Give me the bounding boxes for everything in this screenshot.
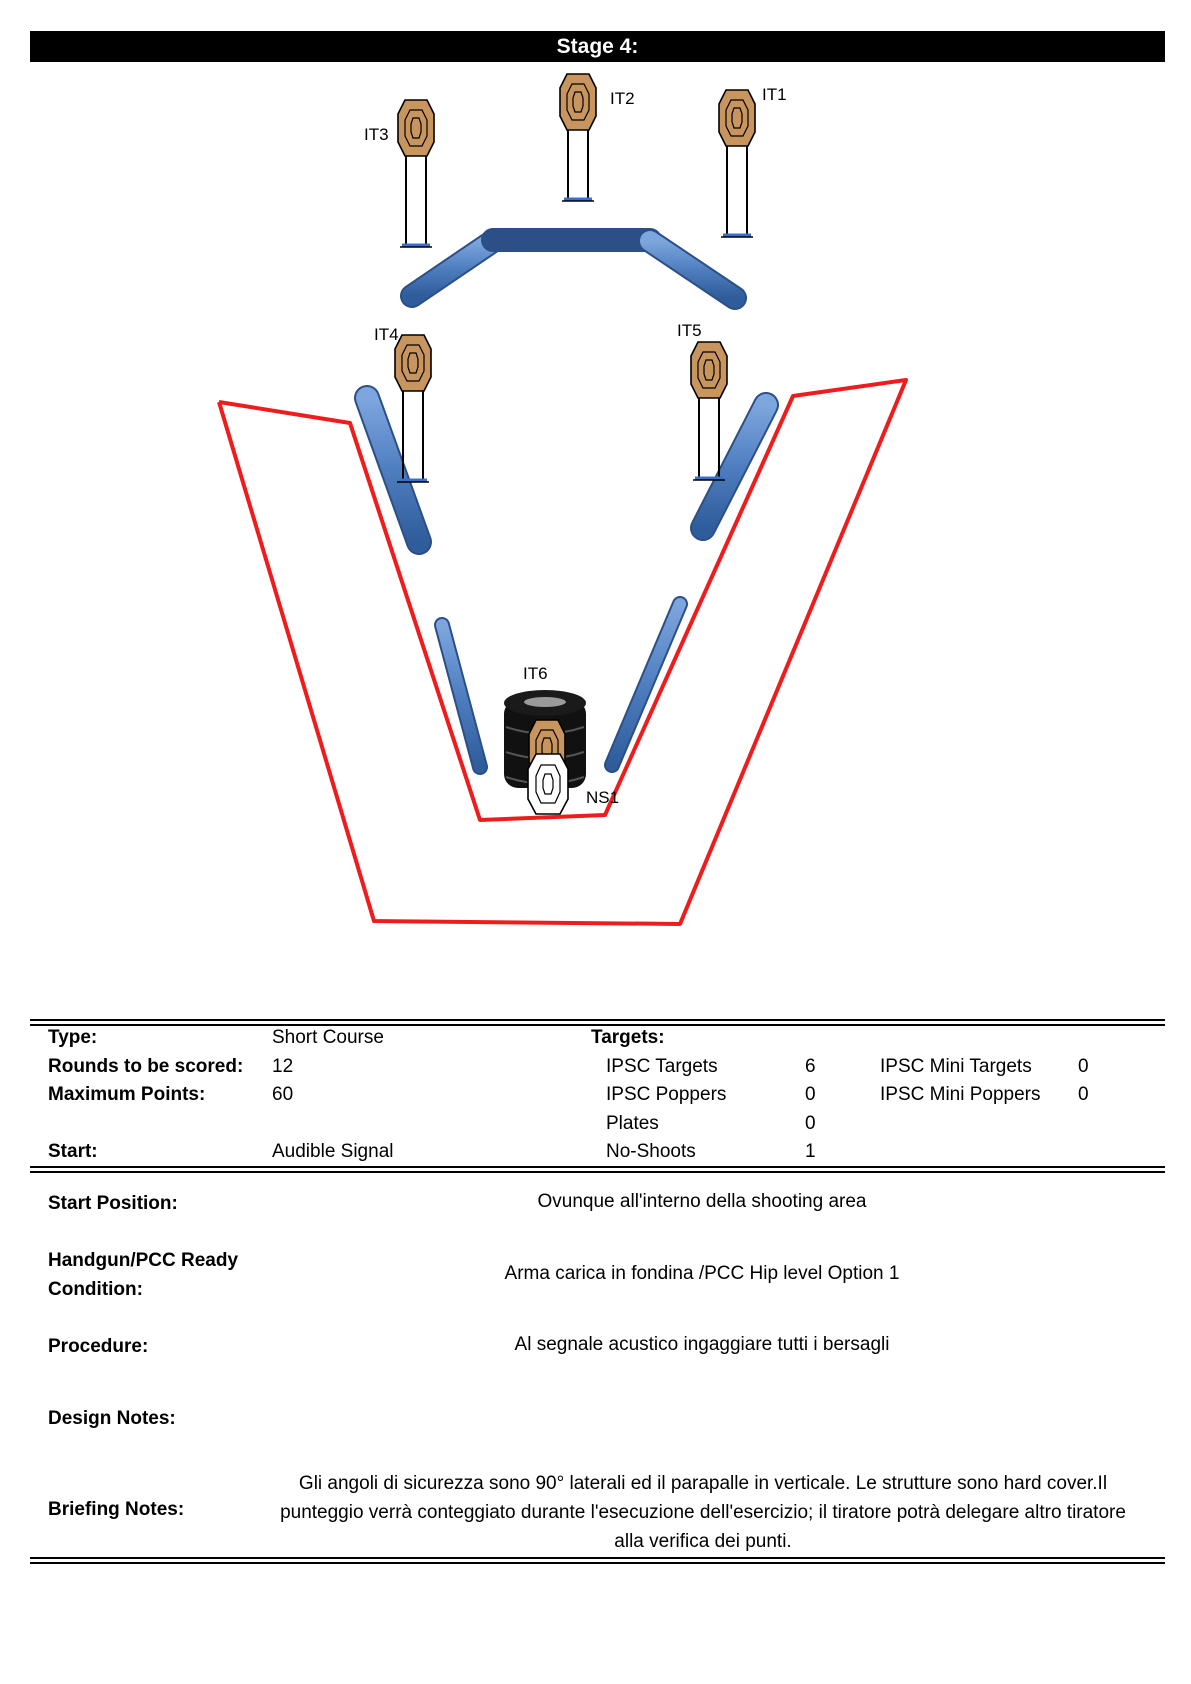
start-label: Start: bbox=[48, 1141, 98, 1162]
target-label-it4: IT4 bbox=[374, 325, 399, 344]
design-notes-label: Design Notes: bbox=[48, 1408, 176, 1429]
no-shoots-value: 1 bbox=[805, 1141, 816, 1162]
start-position-value: Ovunque all'interno della shooting area bbox=[537, 1191, 867, 1212]
rounds-value: 12 bbox=[272, 1056, 294, 1077]
no-shoot-ns1 bbox=[528, 754, 568, 814]
table-mid-rule-2 bbox=[30, 1171, 1165, 1173]
target-it5 bbox=[677, 321, 727, 480]
target-label-it3: IT3 bbox=[364, 125, 389, 144]
type-label: Type: bbox=[48, 1027, 98, 1048]
target-it2 bbox=[560, 74, 635, 201]
ipsc-targets-label: IPSC Targets bbox=[606, 1056, 718, 1077]
target-label-it5: IT5 bbox=[677, 321, 702, 340]
ipsc-targets-value: 6 bbox=[805, 1056, 816, 1077]
ready-condition-label-line2: Condition: bbox=[48, 1279, 143, 1300]
table-top-rule-2 bbox=[30, 1024, 1165, 1026]
plates-label: Plates bbox=[606, 1113, 659, 1134]
walls bbox=[367, 240, 766, 767]
target-it1 bbox=[719, 85, 787, 237]
mini-poppers-label: IPSC Mini Poppers bbox=[880, 1084, 1041, 1105]
briefing-notes-label: Briefing Notes: bbox=[48, 1499, 185, 1520]
target-label-it1: IT1 bbox=[762, 85, 787, 104]
ipsc-poppers-label: IPSC Poppers bbox=[606, 1084, 727, 1105]
stage-title: Stage 4: bbox=[30, 31, 1165, 62]
rounds-label: Rounds to be scored: bbox=[48, 1056, 244, 1077]
mini-poppers-value: 0 bbox=[1078, 1084, 1089, 1105]
max-points-label: Maximum Points: bbox=[48, 1084, 206, 1105]
type-value: Short Course bbox=[272, 1027, 384, 1048]
plates-value: 0 bbox=[805, 1113, 816, 1134]
table-bottom-rule bbox=[30, 1557, 1165, 1559]
table-bottom-rule-2 bbox=[30, 1562, 1165, 1564]
ready-condition-value: Arma carica in fondina /PCC Hip level Option 1 bbox=[504, 1263, 900, 1284]
no-shoots-label: No-Shoots bbox=[606, 1141, 696, 1162]
table-mid-rule bbox=[30, 1166, 1165, 1168]
target-it3 bbox=[364, 100, 434, 247]
targets-label: Targets: bbox=[591, 1027, 665, 1048]
target-label-it6: IT6 bbox=[523, 664, 548, 683]
max-points-value: 60 bbox=[272, 1084, 294, 1105]
table-top-rule bbox=[30, 1019, 1165, 1021]
shooting-area-boundary bbox=[219, 380, 906, 924]
mini-targets-value: 0 bbox=[1078, 1056, 1089, 1077]
target-label-it2: IT2 bbox=[610, 89, 635, 108]
start-position-label: Start Position: bbox=[48, 1193, 178, 1214]
briefing-notes-value: Gli angoli di sicurezza sono 90° laterali ed il parapalle in verticale. Le strutture sono hard cover.Il punteggio verrà conteggiato durante l'esecuzione dell'esercizio; il tiratore potrà delegare altro tiratore alla verifica dei punti. bbox=[280, 1473, 1126, 1552]
mini-targets-label: IPSC Mini Targets bbox=[880, 1056, 1032, 1077]
procedure-label: Procedure: bbox=[48, 1336, 149, 1357]
procedure-value: Al segnale acustico ingaggiare tutti i bersagli bbox=[514, 1334, 890, 1355]
ready-condition-label-line1: Handgun/PCC Ready bbox=[48, 1250, 239, 1271]
start-value: Audible Signal bbox=[272, 1141, 394, 1162]
ipsc-poppers-value: 0 bbox=[805, 1084, 816, 1105]
target-label-ns1: NS1 bbox=[586, 788, 620, 807]
